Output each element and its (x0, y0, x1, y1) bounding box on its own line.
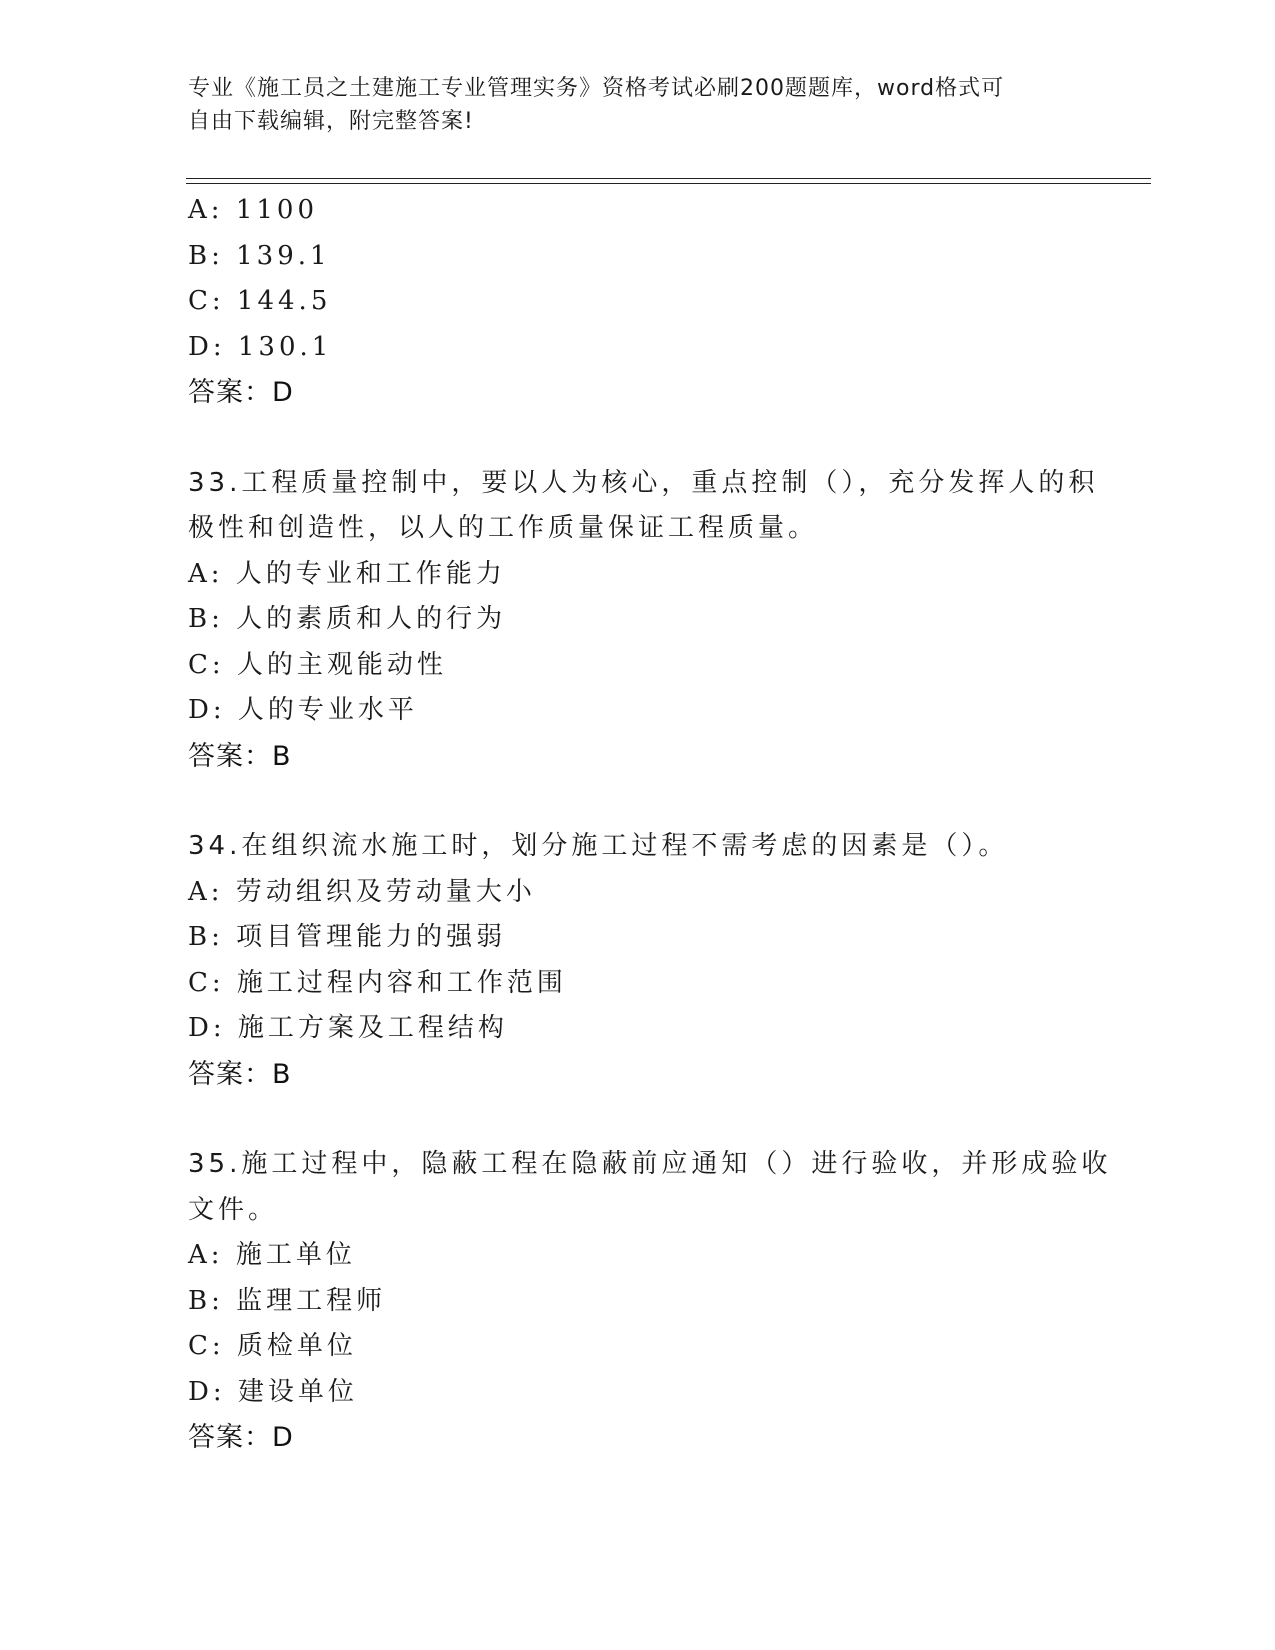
option-a (188, 1233, 1088, 1279)
document-header (188, 72, 1068, 138)
question-text-line: 33.工程质量控制中，要以人为核心，重点控制（），充分发挥人的积 (188, 467, 1099, 498)
option-label: A: (188, 1240, 236, 1270)
option-label: B: (188, 240, 237, 271)
option-label: A: (188, 876, 236, 907)
option-b (188, 1279, 1088, 1325)
block-spacer (188, 1097, 1088, 1142)
option-text: 项目管理能力的强弱 (236, 922, 507, 952)
option-d (188, 1370, 1088, 1416)
block-spacer (188, 416, 1088, 461)
option-text: 施工过程内容和工作范围 (236, 967, 567, 998)
option-a (188, 552, 1088, 598)
header-rule-bottom (186, 183, 1151, 184)
answer-line: 答案：D (188, 1422, 294, 1453)
option-b (188, 234, 1088, 280)
option-d (188, 688, 1088, 734)
question-block (188, 824, 1088, 1097)
answer-line: 答案：B (188, 1058, 292, 1090)
option-c (188, 961, 1088, 1007)
option-text: 人的专业和工作能力 (235, 558, 506, 589)
answer-line: 答案：D (188, 377, 294, 408)
option-text: 144.5 (236, 286, 332, 316)
option-label: C: (188, 286, 237, 316)
option-label: D: (188, 695, 238, 725)
option-label: D: (188, 1376, 238, 1407)
option-text: 130.1 (237, 331, 333, 362)
option-c (188, 643, 1088, 689)
question-block (188, 1142, 1112, 1461)
option-label: A: (188, 558, 236, 589)
option-label: B: (188, 922, 237, 952)
header-line-1: 专业《施工员之土建施工专业管理实务》资格考试必刷200题题库，word格式可 (188, 76, 1005, 101)
option-text: 监理工程师 (236, 1285, 387, 1316)
option-label: A: (188, 195, 236, 225)
option-text: 人的专业水平 (237, 695, 418, 725)
option-c (188, 1324, 1088, 1370)
option-text: 人的主观能动性 (236, 649, 447, 680)
option-b (188, 915, 1088, 961)
option-d (188, 1006, 1088, 1052)
question-text-line: 文件。 (188, 1194, 279, 1225)
option-label: D: (188, 1013, 238, 1043)
option-label: D: (188, 331, 238, 362)
option-label: B: (188, 604, 237, 634)
question-block (188, 461, 1099, 780)
header-line-2: 自由下载编辑，附完整答案! (188, 109, 474, 134)
option-label: C: (188, 967, 237, 998)
option-text: 劳动组织及劳动量大小 (235, 876, 536, 907)
question-text-line: 34.在组织流水施工时，划分施工过程不需考虑的因素是（）。 (188, 831, 1009, 861)
question-list (188, 188, 1112, 1461)
option-text: 施工单位 (235, 1240, 356, 1270)
option-text: 建设单位 (237, 1376, 358, 1407)
option-b (188, 597, 1088, 643)
option-text: 1100 (235, 195, 318, 225)
option-text: 施工方案及工程结构 (237, 1013, 508, 1043)
answer-line: 答案：B (188, 740, 292, 772)
question-text-line: 极性和创造性，以人的工作质量保证工程质量。 (188, 513, 819, 543)
question-block (188, 188, 1088, 416)
option-text: 139.1 (236, 240, 331, 271)
option-d (188, 325, 1088, 371)
option-a (188, 188, 1088, 234)
question-text-line: 35.施工过程中，隐蔽工程在隐蔽前应通知（）进行验收，并形成验收 (188, 1149, 1112, 1179)
option-a (188, 870, 1088, 916)
option-label: C: (188, 1331, 237, 1361)
option-text: 质检单位 (236, 1331, 357, 1361)
header-rule-top (186, 178, 1151, 179)
option-text: 人的素质和人的行为 (236, 604, 507, 634)
option-c (188, 279, 1088, 325)
option-label: B: (188, 1285, 237, 1316)
option-label: C: (188, 649, 237, 680)
block-spacer (188, 779, 1088, 824)
